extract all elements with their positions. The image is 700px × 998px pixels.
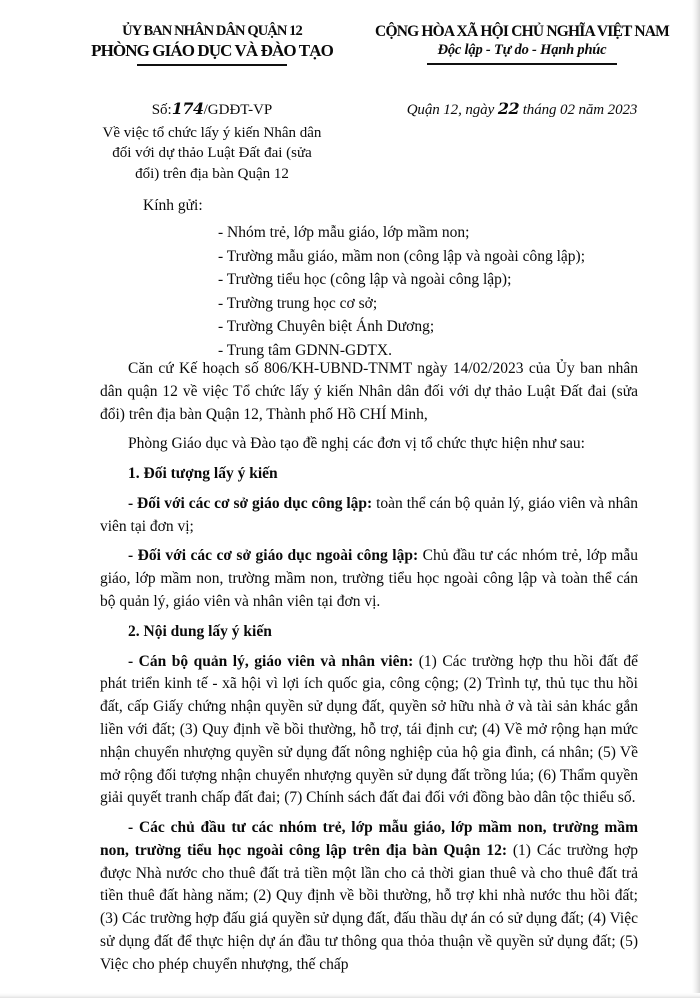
place-date-line xyxy=(372,99,672,119)
scan-edge-bottom xyxy=(0,993,700,998)
list-item: - Trường Chuyên biệt Ánh Dương; xyxy=(218,318,435,336)
list-item: - Trường tiểu học (công lập và ngoài công lập); xyxy=(218,271,512,289)
recipients-list xyxy=(218,221,585,362)
document-masthead xyxy=(0,22,700,66)
section-1-item-2 xyxy=(100,545,638,613)
list-item: - Nhóm trẻ, lớp mẫu giáo, lớp mầm non; xyxy=(218,224,470,241)
date-day-handwritten: 22 xyxy=(497,99,520,118)
issuing-authority-underline xyxy=(137,64,287,66)
section-2-item-1-rest: (1) Các trường hợp thu hồi đất để phát triển kinh tế - xã hội vì lợi ích quốc gia, công cộng; (2) Trình tự, thủ tục thu hồi đất, cấp Giấy chứng nhận quyền sử dụng đất, quyền sở hữu nhà ở và tài sản khác gắn liền với đất; (3) Quy định về bồi thường, hỗ trợ, tái định cư; (4) Về mở rộng hạn mức nhận chuyển nhượng quyền sử dụng đất nông nghiệp của hộ gia đình, cá nhân; (5) Về mở rộng đối tượng nhận chuyển nhượng quyền sử dụng đất trồng lúa; (6) Thẩm quyền giải quyết tranh chấp đất đai; (7) Chính sách đất đai đối với đồng bào dân tộc thiểu số. xyxy=(100,652,638,807)
place-date-prefix: Quận 12, ngày xyxy=(406,102,495,118)
national-motto-underline xyxy=(427,63,617,65)
legal-basis-paragraph: Căn cứ Kế hoạch số 806/KH-UBND-TNMT ngày 14/02/2023 của Ủy ban nhân dân quận 12 về việc Tổ chức lấy ý kiến Nhân dân đối với dự thảo Luật Đất đai (sửa đổi) trên địa bàn Quận 12, Thành phố Hồ CHÍ Minh, xyxy=(100,360,638,423)
section-2-item-1 xyxy=(100,651,638,810)
section-2-item-2-lead: - Các chủ đầu tư các nhóm trẻ, lớp mẫu giáo, lớp mầm non, trường mầm non, trường tiểu học ngoài công lập trên địa bàn Quận 12: xyxy=(100,819,638,859)
list-item: - Trường mẫu giáo, mầm non (công lập và ngoài công lập); xyxy=(218,247,586,265)
document-subject xyxy=(62,123,362,185)
section-1-item-1-lead: - Đối với các cơ sở giáo dục công lập: xyxy=(128,494,373,512)
section-1-heading: 1. Đối tượng lấy ý kiến xyxy=(128,465,278,483)
recipients-label: Kính gửi: xyxy=(143,197,203,214)
section-1-item-2-rest: Chủ đầu tư các nhóm trẻ, lớp mẫu giáo, lớp mầm non, trường mầm non, trường tiểu học ngoài công lập và toàn thể cán bộ quản lý, giáo viên và nhân viên tại đơn vị. xyxy=(100,547,638,611)
section-2-item-2 xyxy=(100,817,638,976)
request-paragraph: Phòng Giáo dục và Đào tạo đề nghị các đơn vị tổ chức thực hiện như sau: xyxy=(128,435,585,453)
section-2-heading: 2. Nội dung lấy ý kiến xyxy=(128,622,272,640)
list-item: - Trường trung học cơ sở; xyxy=(218,294,378,312)
national-motto: Độc lập - Tự do - Hạnh phúc xyxy=(437,42,607,59)
national-heading-block xyxy=(372,22,672,65)
place-date-suffix: tháng 02 năm 2023 xyxy=(522,102,638,118)
document-subject-line-3: đổi) trên địa bàn Quận 12 xyxy=(135,165,289,182)
document-number-block xyxy=(62,99,362,185)
section-2-item-2-rest: (1) Các trường hợp được Nhà nước cho thuê đất trả tiền một lần cho cả thời gian thuê và cho thuê đất trả tiền thuê đất hàng năm; (2) Quy định về bồi thường, hỗ trợ khi nhà nước thu hồi đất; (3) Các trường hợp đấu giá quyền sử dụng đất, đấu thầu dự án có sử dụng đất; (4) Việc sử dụng đất để thực hiện dự án đầu tư thông qua thỏa thuận về quyền sử dụng đất; (5) Việc cho phép chuyển nhượng, thế chấp xyxy=(100,841,638,973)
reference-row xyxy=(0,99,700,185)
list-item: - Trung tâm GDNN-GDTX. xyxy=(218,341,392,359)
parent-authority-name: ỦY BAN NHÂN DÂN QUẬN 12 xyxy=(122,23,302,39)
document-subject-line-2: đối với dự thảo Luật Đất đai (sửa xyxy=(112,145,312,162)
document-number-handwritten: 174 xyxy=(171,99,204,118)
place-date-block xyxy=(372,99,672,119)
section-1-item-1 xyxy=(100,493,638,539)
scan-edge-right xyxy=(692,0,700,998)
document-body xyxy=(100,358,638,984)
section-1-item-1-rest: toàn thể cán bộ quản lý, giáo viên và nhân viên tại đơn vị; xyxy=(100,494,638,535)
document-number-suffix: /GDĐT-VP xyxy=(203,102,273,118)
issuing-department-name: PHÒNG GIÁO DỤC VÀ ĐÀO TẠO xyxy=(91,41,333,61)
document-number-prefix: Số: xyxy=(151,102,172,118)
section-1-item-2-lead: - Đối với các cơ sở giáo dục ngoài công lập: xyxy=(128,547,419,565)
national-title: CỘNG HÒA XÃ HỘI CHỦ NGHĨA VIỆT NAM xyxy=(375,23,669,40)
issuing-authority-block xyxy=(62,22,362,66)
document-subject-line-1: Về việc tổ chức lấy ý kiến Nhân dân xyxy=(102,124,322,141)
document-number-line xyxy=(62,99,362,121)
section-2-item-1-lead: - Cán bộ quản lý, giáo viên và nhân viên: xyxy=(128,652,414,670)
